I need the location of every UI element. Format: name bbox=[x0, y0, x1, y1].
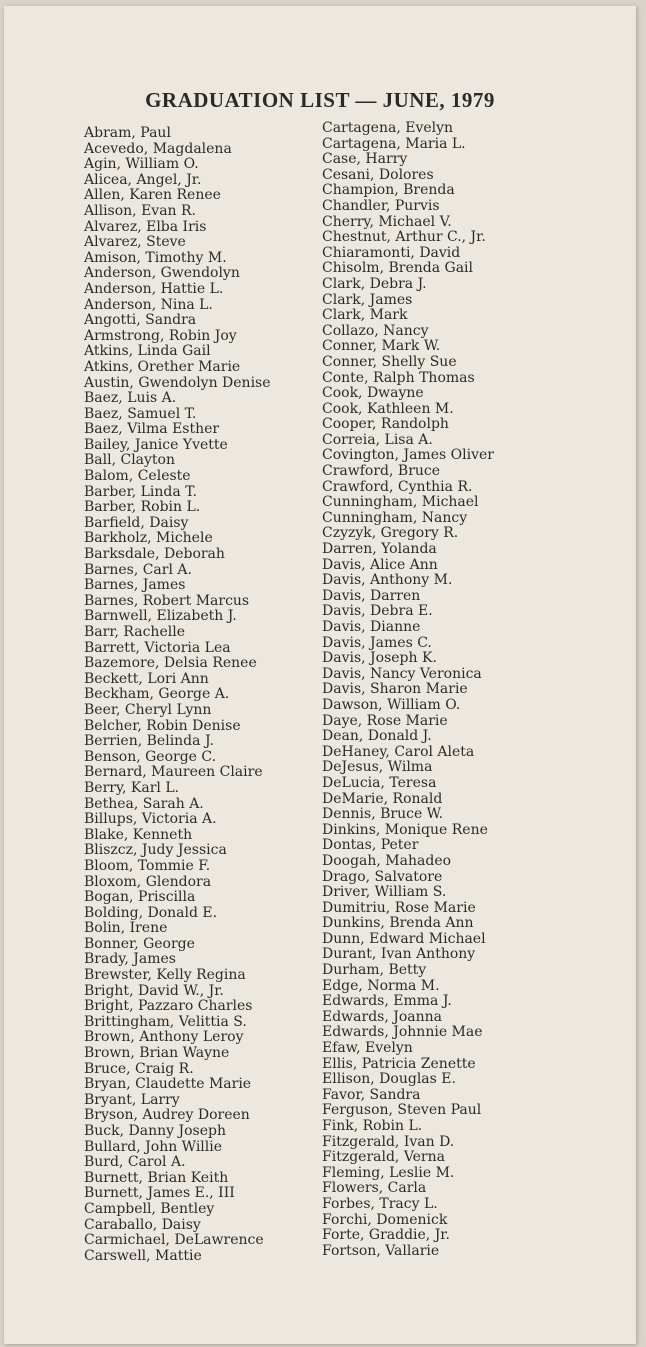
graduate-name: Bolding, Donald E. bbox=[84, 904, 218, 921]
graduate-name: Beer, Cheryl Lynn bbox=[84, 701, 212, 718]
graduate-name: Daye, Rose Marie bbox=[322, 712, 448, 729]
graduate-name: Fleming, Leslie M. bbox=[322, 1164, 455, 1181]
graduate-name: Conner, Shelly Sue bbox=[322, 353, 457, 370]
graduate-name: Atkins, Orether Marie bbox=[84, 358, 241, 375]
graduate-name: Efaw, Evelyn bbox=[322, 1040, 413, 1057]
graduate-name: Czyzyk, Gregory R. bbox=[322, 525, 459, 542]
graduate-name: Cooper, Randolph bbox=[322, 416, 449, 433]
graduate-name: Balom, Celeste bbox=[84, 468, 191, 485]
graduate-name: Billups, Victoria A. bbox=[84, 811, 217, 828]
graduate-name: Agin, William O. bbox=[84, 156, 199, 173]
graduate-name: Ball, Clayton bbox=[84, 452, 176, 469]
graduate-name: Davis, Alice Ann bbox=[322, 556, 438, 573]
graduate-name: Chisolm, Brenda Gail bbox=[322, 260, 473, 277]
graduate-name: Cesani, Dolores bbox=[322, 166, 434, 183]
graduate-name: Allison, Evan R. bbox=[84, 202, 197, 219]
graduate-name: Chestnut, Arthur C., Jr. bbox=[322, 229, 486, 246]
names-column-left bbox=[84, 126, 271, 1264]
graduate-name: Case, Harry bbox=[322, 151, 408, 168]
graduate-name: Collazo, Nancy bbox=[322, 322, 429, 339]
graduate-name: Angotti, Sandra bbox=[84, 312, 197, 329]
graduate-name: Baez, Vilma Esther bbox=[84, 421, 220, 438]
graduate-name: Cook, Kathleen M. bbox=[322, 400, 454, 417]
graduate-name: Berrien, Belinda J. bbox=[84, 733, 214, 750]
graduate-name: Bonner, George bbox=[84, 935, 195, 952]
graduate-name: Beckham, George A. bbox=[84, 686, 230, 703]
graduate-name: Davis, Debra E. bbox=[322, 603, 433, 620]
graduate-name: Dawson, William O. bbox=[322, 696, 461, 713]
graduate-name: Bliszcz, Judy Jessica bbox=[84, 842, 227, 859]
graduate-name: Bolin, Irene bbox=[84, 920, 168, 937]
graduate-name: Davis, Darren bbox=[322, 587, 421, 604]
graduate-name: Burd, Carol A. bbox=[84, 1154, 186, 1171]
graduate-name: Fortson, Vallarie bbox=[322, 1242, 440, 1259]
graduate-name: Barnwell, Elizabeth J. bbox=[84, 608, 237, 625]
graduate-name: Bullard, John Willie bbox=[84, 1138, 223, 1155]
graduate-name: Anderson, Gwendolyn bbox=[84, 265, 240, 282]
graduate-name: Bright, David W., Jr. bbox=[84, 982, 224, 999]
graduate-name: Cook, Dwayne bbox=[322, 385, 424, 402]
graduate-name: Bazemore, Delsia Renee bbox=[84, 655, 257, 672]
graduate-name: Bryson, Audrey Doreen bbox=[84, 1107, 250, 1124]
graduate-name: Ellis, Patricia Zenette bbox=[322, 1055, 476, 1072]
graduate-name: Bryant, Larry bbox=[84, 1091, 180, 1108]
graduate-name: DeLucia, Teresa bbox=[322, 774, 437, 791]
graduate-name: Davis, Sharon Marie bbox=[322, 681, 468, 698]
graduate-name: Davis, Nancy Veronica bbox=[322, 665, 482, 682]
graduate-name: Baez, Samuel T. bbox=[84, 405, 197, 422]
graduate-name: Cunningham, Michael bbox=[322, 494, 479, 511]
graduate-name: Flowers, Carla bbox=[322, 1180, 427, 1197]
graduate-name: Crawford, Bruce bbox=[322, 463, 441, 480]
graduate-name: Cartagena, Evelyn bbox=[322, 120, 454, 136]
graduate-name: Clark, Debra J. bbox=[322, 275, 427, 292]
graduate-name: Bernard, Maureen Claire bbox=[84, 764, 263, 781]
graduate-name: Barksdale, Deborah bbox=[84, 546, 225, 563]
graduate-name: Alicea, Angel, Jr. bbox=[84, 171, 202, 188]
graduate-name: Davis, Joseph K. bbox=[322, 650, 437, 667]
graduate-name: Armstrong, Robin Joy bbox=[84, 327, 237, 344]
document-page bbox=[4, 6, 636, 1344]
graduate-name: Clark, James bbox=[322, 291, 413, 308]
graduate-name: Cherry, Michael V. bbox=[322, 213, 452, 230]
graduate-name: Conner, Mark W. bbox=[322, 338, 441, 355]
graduate-name: Barrett, Victoria Lea bbox=[84, 639, 231, 656]
graduate-name: Edwards, Joanna bbox=[322, 1008, 443, 1025]
graduate-name: Abram, Paul bbox=[84, 125, 171, 141]
graduate-name: DeMarie, Ronald bbox=[322, 790, 443, 807]
graduate-name: Dinkins, Monique Rene bbox=[322, 821, 488, 838]
graduate-name: Barnes, Robert Marcus bbox=[84, 592, 250, 609]
graduate-name: Fitzgerald, Ivan D. bbox=[322, 1133, 455, 1150]
graduate-name: Covington, James Oliver bbox=[322, 447, 494, 464]
graduate-name: Ferguson, Steven Paul bbox=[322, 1102, 482, 1119]
graduate-name: Blake, Kenneth bbox=[84, 826, 193, 843]
graduate-name: Dunn, Edward Michael bbox=[322, 930, 486, 947]
graduate-name: Forte, Graddie, Jr. bbox=[322, 1227, 450, 1244]
graduate-name: Anderson, Nina L. bbox=[84, 296, 213, 313]
graduate-name: Forbes, Tracy L. bbox=[322, 1195, 438, 1212]
graduate-name: Bryan, Claudette Marie bbox=[84, 1076, 252, 1093]
graduate-name: Berry, Karl L. bbox=[84, 779, 180, 796]
graduate-name: Brady, James bbox=[84, 951, 176, 968]
page-title: GRADUATION LIST — JUNE, 1979 bbox=[145, 88, 495, 112]
graduate-name: Davis, Dianne bbox=[322, 619, 421, 635]
graduate-name: Ellison, Douglas E. bbox=[322, 1071, 456, 1088]
graduate-name: Conte, Ralph Thomas bbox=[322, 369, 475, 386]
graduate-name: Barber, Robin L. bbox=[84, 499, 201, 516]
names-column-right bbox=[322, 121, 494, 1259]
graduate-name: Anderson, Hattie L. bbox=[84, 280, 224, 297]
graduate-name: DeJesus, Wilma bbox=[322, 759, 433, 776]
graduate-name: Barber, Linda T. bbox=[84, 483, 197, 500]
graduate-name: Bright, Pazzaro Charles bbox=[84, 998, 253, 1015]
graduate-name: Durham, Betty bbox=[322, 962, 427, 979]
graduate-name: Cartagena, Maria L. bbox=[322, 135, 466, 152]
graduate-name: Alvarez, Elba Iris bbox=[84, 218, 207, 235]
graduate-name: Davis, James C. bbox=[322, 634, 432, 651]
graduate-name: Dunkins, Brenda Ann bbox=[322, 915, 474, 932]
graduate-name: Carmichael, DeLawrence bbox=[84, 1232, 264, 1249]
graduate-name: Driver, William S. bbox=[322, 884, 447, 901]
graduate-name: Caraballo, Daisy bbox=[84, 1216, 201, 1233]
graduate-name: Brewster, Kelly Regina bbox=[84, 967, 246, 984]
graduate-name: Barnes, James bbox=[84, 577, 186, 594]
graduate-name: Belcher, Robin Denise bbox=[84, 717, 241, 734]
graduate-name: Doogah, Mahadeo bbox=[322, 852, 452, 869]
graduate-name: Bogan, Priscilla bbox=[84, 889, 196, 906]
graduate-name: Bloom, Tommie F. bbox=[84, 857, 211, 874]
graduate-name: Benson, George C. bbox=[84, 748, 217, 765]
graduate-name: Brown, Brian Wayne bbox=[84, 1045, 230, 1062]
graduate-name: Bethea, Sarah A. bbox=[84, 795, 204, 812]
graduate-name: Darren, Yolanda bbox=[322, 541, 437, 558]
graduate-name: Austin, Gwendolyn Denise bbox=[84, 374, 271, 391]
graduate-name: Barfield, Daisy bbox=[84, 514, 189, 531]
graduate-name: Champion, Brenda bbox=[322, 182, 455, 199]
graduate-name: Durant, Ivan Anthony bbox=[322, 946, 476, 963]
graduate-name: Burnett, Brian Keith bbox=[84, 1169, 229, 1186]
graduate-name: Edwards, Johnnie Mae bbox=[322, 1024, 483, 1041]
graduate-name: Drago, Salvatore bbox=[322, 868, 443, 885]
graduate-name: Cunningham, Nancy bbox=[322, 509, 468, 526]
graduate-name: Brittingham, Velittia S. bbox=[84, 1013, 247, 1030]
graduate-name: Beckett, Lori Ann bbox=[84, 670, 209, 687]
graduate-name: Allen, Karen Renee bbox=[84, 187, 221, 204]
graduate-name: Barr, Rachelle bbox=[84, 624, 185, 640]
graduate-name: Fink, Robin L. bbox=[322, 1118, 423, 1134]
graduate-name: Edwards, Emma J. bbox=[322, 993, 452, 1010]
graduate-name: Correia, Lisa A. bbox=[322, 431, 433, 448]
graduate-name: Dumitriu, Rose Marie bbox=[322, 899, 476, 916]
graduate-name: Baez, Luis A. bbox=[84, 390, 177, 407]
graduate-name: Buck, Danny Joseph bbox=[84, 1123, 226, 1139]
graduate-name: Forchi, Domenick bbox=[322, 1211, 448, 1228]
graduate-name: Atkins, Linda Gail bbox=[84, 343, 211, 360]
graduate-name: Barnes, Carl A. bbox=[84, 561, 192, 578]
graduate-name: Dennis, Bruce W. bbox=[322, 806, 444, 823]
graduate-name: Bloxom, Glendora bbox=[84, 873, 212, 890]
graduate-name: Edge, Norma M. bbox=[322, 977, 440, 994]
graduate-name: Chiaramonti, David bbox=[322, 244, 461, 261]
graduate-name: DeHaney, Carol Aleta bbox=[322, 743, 475, 760]
graduate-name: Carswell, Mattie bbox=[84, 1247, 202, 1264]
graduate-name: Dontas, Peter bbox=[322, 837, 419, 854]
graduate-name: Acevedo, Magdalena bbox=[84, 140, 232, 157]
graduate-name: Burnett, James E., III bbox=[84, 1185, 235, 1202]
graduate-name: Amison, Timothy M. bbox=[84, 249, 227, 266]
graduate-name: Brown, Anthony Leroy bbox=[84, 1029, 244, 1046]
graduate-name: Bruce, Craig R. bbox=[84, 1060, 194, 1077]
graduate-name: Favor, Sandra bbox=[322, 1086, 421, 1103]
graduate-name: Chandler, Purvis bbox=[322, 197, 440, 214]
graduate-name: Fitzgerald, Verna bbox=[322, 1149, 445, 1166]
graduate-name: Crawford, Cynthia R. bbox=[322, 478, 473, 495]
graduate-name: Davis, Anthony M. bbox=[322, 572, 453, 589]
graduate-name: Alvarez, Steve bbox=[84, 234, 186, 251]
graduate-name: Dean, Donald J. bbox=[322, 728, 432, 745]
graduate-name: Clark, Mark bbox=[322, 307, 408, 324]
graduate-name: Campbell, Bentley bbox=[84, 1200, 215, 1217]
graduate-name: Barkholz, Michele bbox=[84, 530, 213, 547]
graduate-name: Bailey, Janice Yvette bbox=[84, 436, 228, 453]
